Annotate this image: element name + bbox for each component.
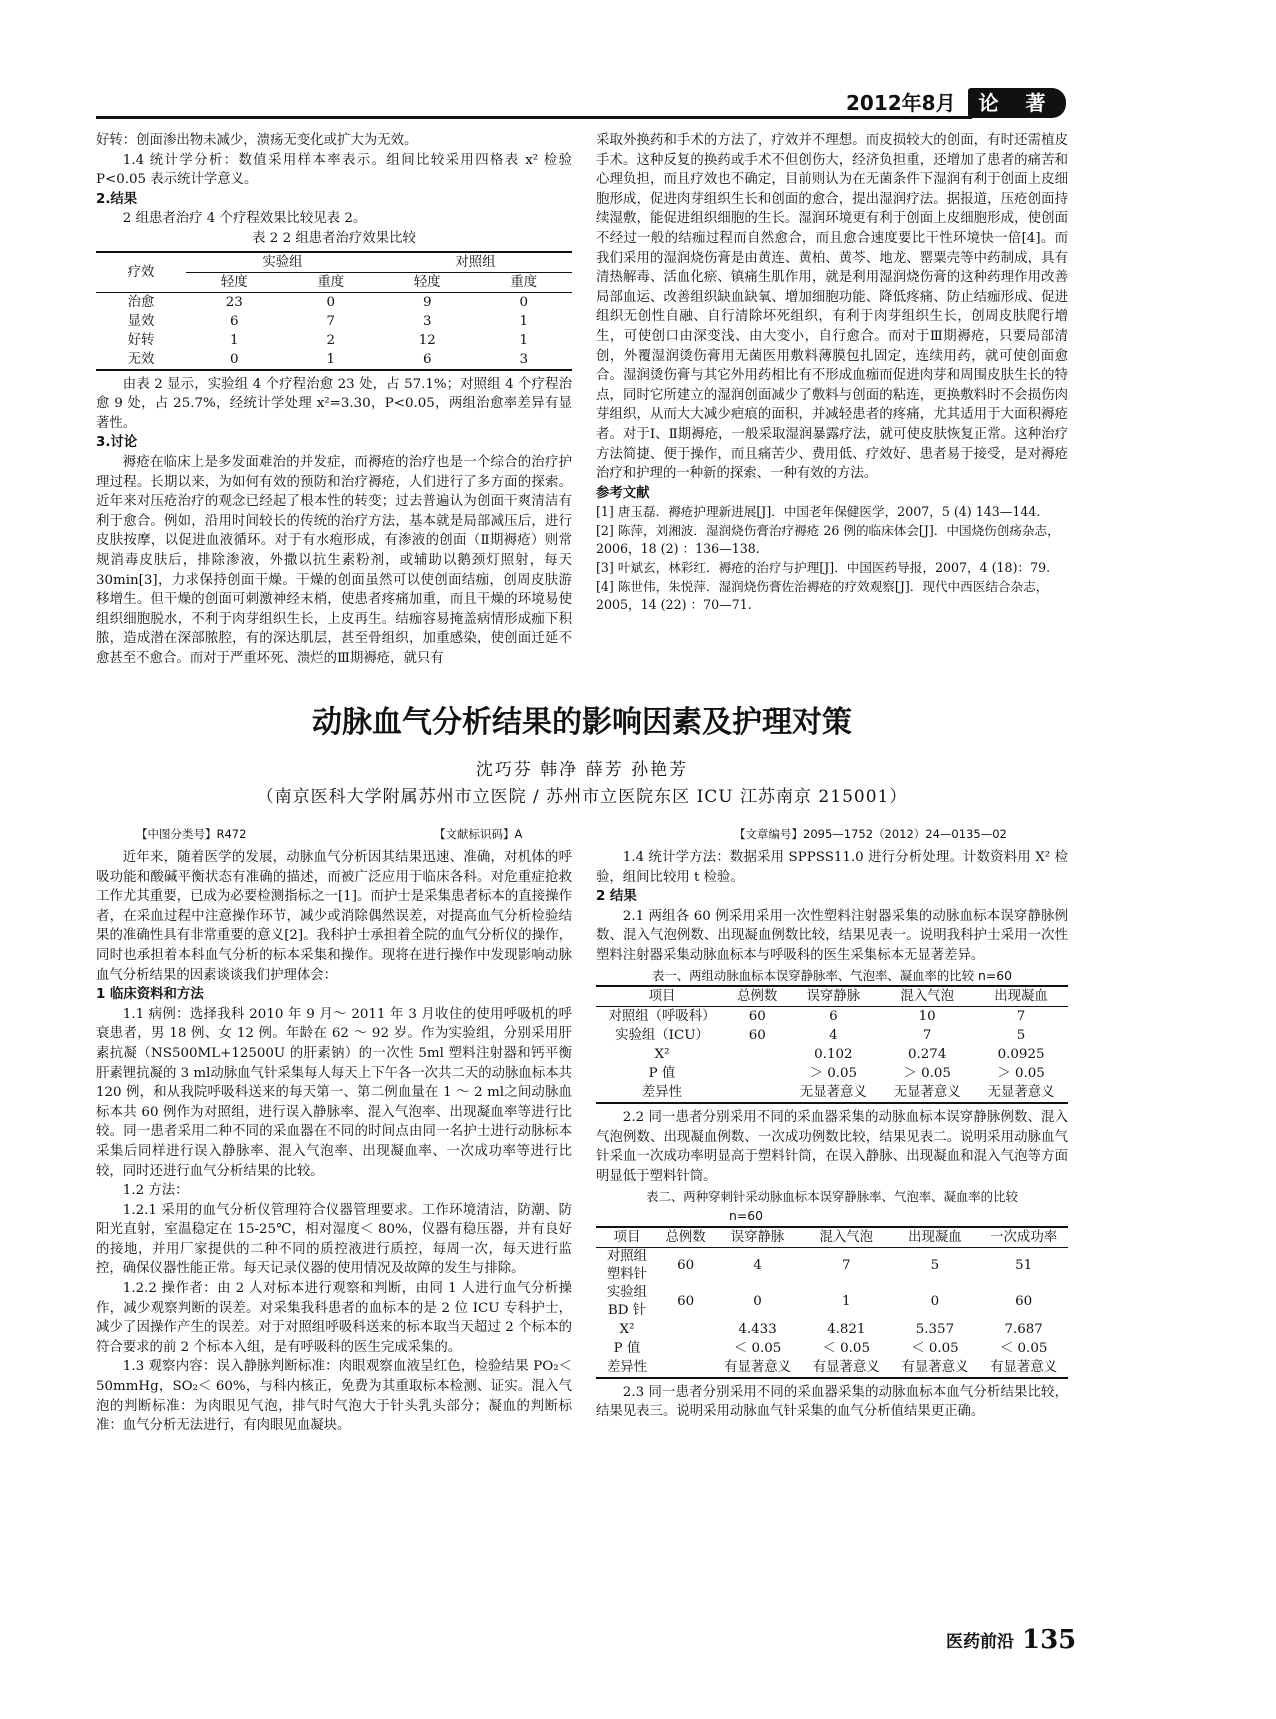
table-cell: 5.357 xyxy=(915,1321,955,1337)
table-row xyxy=(96,331,572,350)
table-cell: 无显著意义 xyxy=(987,1085,1055,1101)
paragraph: 1.4 统计学分析：数值采用样本率表示。组间比较采用四格表 x² 检验 P<0.05 表示统计学意义。 xyxy=(96,152,572,188)
table-cell: 1 xyxy=(326,351,336,367)
table-cell: 7 xyxy=(841,1258,851,1274)
table-cell: 0 xyxy=(753,1294,762,1310)
paragraph: 1.3 观察内容：误入静脉判断标准：肉眼观察血液呈红色，检验结果 PO₂＜ 50mmHg，SO₂＜ 60%，与科内核正，免费为其重取标本检测、证实。混入气泡的判断标准：为肉眼见气泡，排气时气泡大于针头乳头部分；凝血的判断标准：血气分析无法进行，有肉眼见血凝块。 xyxy=(96,1359,572,1434)
table-cell: 差异性 xyxy=(606,1359,648,1375)
table-subheader: 重度 xyxy=(283,272,380,292)
table-cell: 7 xyxy=(922,1028,932,1044)
table-caption-n: n=60 xyxy=(728,1208,763,1224)
table-cell: 0.102 xyxy=(814,1047,853,1063)
table-cell: 60 xyxy=(677,1294,695,1310)
issue-date: 2012年8月 xyxy=(846,91,956,115)
table-one xyxy=(596,985,1068,1104)
table-group-header: 实验组 xyxy=(186,252,379,273)
table-cell: 51 xyxy=(1015,1258,1033,1274)
table-cell: 对照组 塑料针 xyxy=(606,1248,648,1282)
paragraph: 好转：创面渗出物未减少，溃疡无变化或扩大为无效。 xyxy=(96,133,418,148)
reference-item: [3] 叶斌玄，林彩红．褥疮的治疗与护理[J]．中国医药导报，2007，4 (18)：79. xyxy=(596,560,1051,576)
table-cell xyxy=(658,1358,713,1378)
reference-item: [2] 陈萍，刘湘波．湿润烧伤膏治疗褥疮 26 例的临床体会[J]．中国烧伤创疡杂志，2006，18 (2) ：136—138. xyxy=(596,522,1060,557)
table-row xyxy=(596,1007,1068,1027)
table-cell: 5 xyxy=(930,1258,940,1274)
table-cell: 5 xyxy=(1016,1028,1026,1044)
classification-number: 【中图分类号】R472 xyxy=(136,827,247,841)
article-number: 【文章编号】2095—1752（2012）24—0135—02 xyxy=(734,827,1007,841)
paragraph: 1.2.2 操作者：由 2 人对标本进行观察和判断，由同 1 人进行血气分析操作，减少观察判断的误差。对采集我科患者的血标本的是 2 位 ICU 专科护士，减少了因操作产生的误差。对于对照组呼吸科送来的标本取当天超过 2 个标本的符合要求的前 2 个标本入组，是有呼吸科的医生完成采集的。 xyxy=(96,1281,572,1355)
table-cell: ＜ 0.05 xyxy=(911,1340,959,1356)
table-cell: 0 xyxy=(283,292,380,312)
section-heading: 2 结果 xyxy=(596,889,637,905)
section-badge: 论 著 xyxy=(968,88,1066,118)
paragraph: 1.2 方法： xyxy=(122,1183,189,1199)
table-cell: P 值 xyxy=(648,1066,676,1082)
table-row xyxy=(596,1320,1068,1339)
table-cell: 无效 xyxy=(127,351,155,367)
table-cell xyxy=(728,1045,786,1064)
table-header: 出现凝血 xyxy=(974,986,1068,1007)
table-cell: 有显著意义 xyxy=(724,1359,792,1375)
table-header: 混入气泡 xyxy=(880,986,974,1007)
table-cell: 4 xyxy=(753,1258,762,1274)
table-cell: 治愈 xyxy=(96,292,186,312)
table-caption: 表二、两种穿刺针采动脉血标本误穿静脉率、气泡率、凝血率的比较 xyxy=(646,1188,1018,1204)
table-cell: 7.687 xyxy=(1004,1321,1043,1337)
table-cell: P 值 xyxy=(613,1340,641,1356)
paragraph: 2.2 同一患者分别采用不同的采血器采集的动脉血标本误穿静脉例数、混入气泡例数、出现凝血例数、一次成功例数比较，结果见表二。说明采用动脉血气针采血一次成功率明显高于塑料针筒，在误入静脉、出现凝血和混入气泡等方面明显低于塑料针筒。 xyxy=(596,1110,1068,1184)
table-cell: 7 xyxy=(1016,1009,1026,1025)
table-row xyxy=(96,292,572,312)
table-cell: ＜ 0.05 xyxy=(999,1340,1048,1356)
table-cell: 0 xyxy=(229,351,239,367)
table-group-header: 对照组 xyxy=(379,252,572,273)
table-cell: ＜ 0.05 xyxy=(733,1340,782,1356)
table-row xyxy=(596,1045,1068,1064)
table-header: 项目 xyxy=(596,1227,658,1248)
article-authors: 沈巧芬 韩净 薛芳 孙艳芳 xyxy=(475,760,689,780)
table-cell: 0.0925 xyxy=(997,1047,1045,1063)
table-row xyxy=(96,350,572,370)
table-header: 项目 xyxy=(596,986,728,1007)
table-caption: 表一、两组动脉血标本误穿静脉率、气泡率、凝血率的比较 n=60 xyxy=(651,967,1013,983)
table-cell: 60 xyxy=(677,1258,695,1274)
header-rule xyxy=(96,116,972,119)
table-cell: ＞ 0.05 xyxy=(903,1066,951,1082)
table-cell: X² xyxy=(654,1047,670,1063)
paragraph: 2.3 同一患者分别采用不同的采血器采集的动脉血标本血气分析结果比较，结果见表三。说明采用动脉血气针采集的血气分析值结果更正确。 xyxy=(596,1384,1068,1420)
table-corner: 疗效 xyxy=(96,252,186,293)
paragraph: 2 组患者治疗 4 个疗程效果比较见表 2。 xyxy=(122,211,367,227)
table-cell: 6 xyxy=(229,313,239,329)
table-cell: 6 xyxy=(422,351,432,367)
table-cell: 1 xyxy=(519,313,529,329)
table-cell: 3 xyxy=(422,313,432,329)
table-cell: ＜ 0.05 xyxy=(822,1340,870,1356)
document-code: 【文献标识码】A xyxy=(434,827,523,841)
table-cell: 差异性 xyxy=(641,1085,683,1101)
paragraph: 1.2.1 采用的血气分析仪管理符合仪器管理要求。工作环境清洁，防潮、防阳光直射，室温稳定在 15-25℃，相对湿度＜ 80%，仪器有稳压器，并有良好的接地，并用厂家提供的二种不同的质控液进行质控，每周一次，每天进行监控，确保仪器性能正常。每天记录仪器的使用情况及故障的发生与排除。 xyxy=(96,1202,572,1277)
table-cell: 1 xyxy=(519,332,529,348)
journal-name: 医药前沿 xyxy=(946,1632,1014,1652)
table-row xyxy=(596,1064,1068,1083)
page-number: 135 xyxy=(1022,1625,1077,1655)
table-header: 总例数 xyxy=(658,1227,713,1248)
table-cell: 实验组 BD 针 xyxy=(606,1284,648,1318)
paragraph: 近年来，随着医学的发展，动脉血气分析因其结果迅速、准确，对机体的呼吸功能和酸碱平衡状态有准确的描述，而被广泛应用于临床各科。对危重症抢救工作尤其重要，已成为必要检测指标之一[1]。而护士是采集患者标本的直接操作者，在采血过程中注意操作环节，减少或消除偶然误差，对提高血气分析检验结果的准确性具有非常重要的意义[2]。我科护士承担着全院的血气分析仪的操作，同时也承担着本科血气分析的标本采集和操作。现将在进行操作中发现影响动脉血气分析结果的因素谈谈我们护理体会： xyxy=(96,850,572,983)
table-cell: ＞ 0.05 xyxy=(997,1066,1045,1082)
table-cell: 有显著意义 xyxy=(990,1359,1058,1375)
table-row xyxy=(596,1026,1068,1045)
table-subheader: 重度 xyxy=(476,272,573,292)
table-cell xyxy=(658,1320,713,1339)
top-left-column xyxy=(96,131,572,668)
table-cell: 有显著意义 xyxy=(901,1359,969,1375)
section-heading: 2.结果 xyxy=(96,191,138,207)
table-row xyxy=(96,312,572,331)
table-cell: 60 xyxy=(1015,1294,1033,1310)
table-cell: 对照组（呼吸科） xyxy=(608,1009,716,1025)
table-row xyxy=(596,1284,1068,1320)
top-right-column xyxy=(596,131,1068,615)
table-header-row xyxy=(596,1227,1068,1248)
references-heading: 参考文献 xyxy=(596,485,650,501)
bottom-left-column xyxy=(96,848,572,1436)
table-cell: 12 xyxy=(418,332,436,348)
table-row xyxy=(596,1339,1068,1358)
paragraph: 2.1 两组各 60 例采用采用一次性塑料注射器采集的动脉血标本误穿静脉例数、混入气泡例数、出现凝血例数比较，结果见表一。说明我科护士采用一次性塑料注射器采集动脉血标本与呼吸科的医生采集标本无显著差异。 xyxy=(596,908,1068,963)
section-heading: 1 临床资料和方法 xyxy=(96,987,204,1003)
table-cell xyxy=(728,1083,786,1103)
table-cell: 7 xyxy=(326,313,336,329)
table-row xyxy=(596,1083,1068,1103)
table-cell: 6 xyxy=(829,1009,838,1025)
table-cell: 3 xyxy=(519,351,529,367)
table-caption: 表 2 2 组患者治疗效果比较 xyxy=(252,230,416,246)
table-cell: 10 xyxy=(918,1009,936,1025)
table-header: 一次成功率 xyxy=(979,1227,1068,1248)
bottom-right-column xyxy=(596,848,1068,1422)
table-cell: 4.821 xyxy=(827,1321,866,1337)
table-cell: 显效 xyxy=(127,313,155,329)
table-cell: 4 xyxy=(829,1028,838,1044)
table-header: 误穿静脉 xyxy=(786,986,880,1007)
table-header: 总例数 xyxy=(728,986,786,1007)
table-cell: 0 xyxy=(930,1294,940,1310)
results-table xyxy=(96,251,572,371)
table-subheader: 轻度 xyxy=(186,272,283,292)
paragraph: 采取外换药和手术的方法了，疗效并不理想。而皮损较大的创面，有时还需植皮手术。这种反复的换药或手术不但创伤大，经济负担重，还增加了患者的痛苦和心理负担，而且疗效也不确定，目前则认为在无菌条件下湿润有利于创面上皮细胞形成，促进肉芽组织生长和创面的愈合，提出湿润疗法。据报道，压疮创面持续湿敷，能促进组织细胞的生长。湿润环境更有利于创面上皮细胞形成，使创面不经过一般的结痂过程而自然愈合，而且愈合速度要比干性环境快一倍[4]。而我们采用的湿润烧伤膏是由黄连、黄柏、黄芩、地龙、罂粟壳等中药制成，具有清热解毒、活血化瘀、镇痛生肌作用，就是利用湿润烧伤膏的这种药理作用改善局部血运、改善组织缺血缺氧、增加细胞功能、降低疼痛、防止结痂形成、促进组织无创性自融、自行清除坏死组织，有利于肉芽组织生长，创周皮肤爬行增生，可使创口由深变浅、由大变小，自行愈合。而对于Ⅲ期褥疮，只要局部清创，外覆湿润烫伤膏用无菌医用敷料薄膜包扎固定，连续用药，就可使创面愈合。湿润烫伤膏与其它外用药相比有不形成血痂而促进肉芽和周围皮肤生长的特点，同时它所建立的湿润创面减少了敷料与创面的粘连，更换敷料时不会损伤肉芽组织，从而大大减少疤痕的面积，并减轻患者的疼痛，尤其适用于大面积褥疮者。对于Ⅰ、Ⅱ期褥疮，一般采取湿润暴露疗法，就可使皮肤恢复正常。这种治疗方法简捷、便于操作，而且痛苦少、费用低、疗效好、患者易于接受，是对褥疮治疗和护理的一种新的探索、一种有效的方法。 xyxy=(596,133,1068,482)
table-cell: 60 xyxy=(748,1028,766,1044)
table-subheader: 轻度 xyxy=(379,272,476,292)
table-header: 出现凝血 xyxy=(891,1227,980,1248)
article-affiliation: （南京医科大学附属苏州市立医院 / 苏州市立医院东区 ICU 江苏南京 215001） xyxy=(256,787,908,807)
article-title: 动脉血气分析结果的影响因素及护理对策 xyxy=(312,705,852,740)
table-two xyxy=(596,1226,1068,1379)
table-cell: X² xyxy=(619,1321,635,1337)
table-cell: 4.433 xyxy=(738,1321,777,1337)
table-cell: 1 xyxy=(229,332,239,348)
table-row xyxy=(596,1247,1068,1284)
paragraph: 1.1 病例：选择我科 2010 年 9 月～ 2011 年 3 月收住的使用呼吸机的呼衰患者，男 18 例、女 12 例。年龄在 62 ～ 92 岁。作为实验组，分别采用肝素抗凝（NS500ML+12500U 的肝素钠）的一次性 5ml 塑料注射器和钙平衡肝素锂抗凝的 3 ml动脉血气针采集每人每天上下午各一次共二天的动脉血标本共 120 例，和从我院呼吸科送来的每天第一、第二例血量在 1 ～ 2 ml之间动脉血标本共 60 例作为对照组，进行误入静脉率、混入气泡率、出现凝血率等进行比较。同一患者采用二种不同的采血器在不同的时间点由同一名护士进行动脉标本采集后同样进行误入静脉率、混入气泡率、出现凝血率、一次成功率等进行比较，同时还进行血气分析结果的比较。 xyxy=(96,1006,572,1179)
table-cell xyxy=(728,1064,786,1083)
reference-item: [1] 唐玉磊．褥疮护理新进展[J]．中国老年保健医学，2007，5 (4) 143—144. xyxy=(596,504,1041,520)
reference-item: [4] 陈世伟，朱悦萍．湿润烧伤膏佐治褥疮的疗效观察[J]．现代中西医结合杂志，2005，14 (22) ：70—71. xyxy=(596,578,1049,613)
table-cell xyxy=(658,1339,713,1358)
paragraph: 褥疮在临床上是多发面难治的并发症，而褥疮的治疗也是一个综合的治疗护理过程。长期以来，为如何有效的预防和治疗褥疮，人们进行了多方面的探索。近年来对压疮治疗的观念已经起了根本性的转变；过去普遍认为创面干爽清洁有利于愈合。例如，沿用时间较长的传统的治疗方法，基本就是局部减压后，进行皮肤按摩，以促进血液循环。对于有水疱形成，有渗液的创面（Ⅱ期褥疮）则常规消毒皮肤后，排除渗液，外撒以抗生素粉剂，或辅助以鹅颈灯照射，每天 30min[3]，力求保持创面干燥。干燥的创面虽然可以使创面结痂，创周皮肤游移增生。但干燥的创面可刺激神经末梢，使患者疼痛加重，而且干燥的环境易使组织细胞脱水，不利于肉芽组织生长，上皮再生。结痂容易掩盖病情形成痂下积脓，造成潜在深部脓腔，有的深达肌层，甚至骨组织，加重感染，使创面迁延不愈甚至不愈合。而对于严重坏死、溃烂的Ⅲ期褥疮，就只有 xyxy=(96,454,572,666)
table-cell: 2 xyxy=(326,332,336,348)
table-cell: 60 xyxy=(748,1009,766,1025)
table-cell: 无显著意义 xyxy=(799,1085,867,1101)
table-cell: 无显著意义 xyxy=(893,1085,961,1101)
table-header: 混入气泡 xyxy=(802,1227,891,1248)
table-cell: 好转 xyxy=(127,332,155,348)
table-cell: 23 xyxy=(186,292,283,312)
table-cell: 9 xyxy=(379,292,476,312)
table-header: 误穿静脉 xyxy=(713,1227,802,1248)
table-cell: 0 xyxy=(476,292,573,312)
table-cell: 0.274 xyxy=(908,1047,947,1063)
paragraph: 由表 2 显示，实验组 4 个疗程治愈 23 处，占 57.1%；对照组 4 个疗程治愈 9 处，占 25.7%，经统计学处理 x²=3.30，P<0.05，两组治愈率差异有显著性。 xyxy=(96,376,572,431)
table-cell: 1 xyxy=(841,1294,851,1310)
table-cell: ＞ 0.05 xyxy=(809,1066,858,1082)
table-row xyxy=(596,1358,1068,1378)
section-heading: 3.讨论 xyxy=(96,435,138,451)
paragraph: 1.4 统计学方法：数据采用 SPPSS11.0 进行分析处理。计数资料用 X² 检验，组间比较用 t 检验。 xyxy=(596,850,1068,885)
table-header-row xyxy=(596,986,1068,1007)
table-cell: 实验组（ICU） xyxy=(615,1028,709,1044)
table-cell: 有显著意义 xyxy=(812,1359,880,1375)
